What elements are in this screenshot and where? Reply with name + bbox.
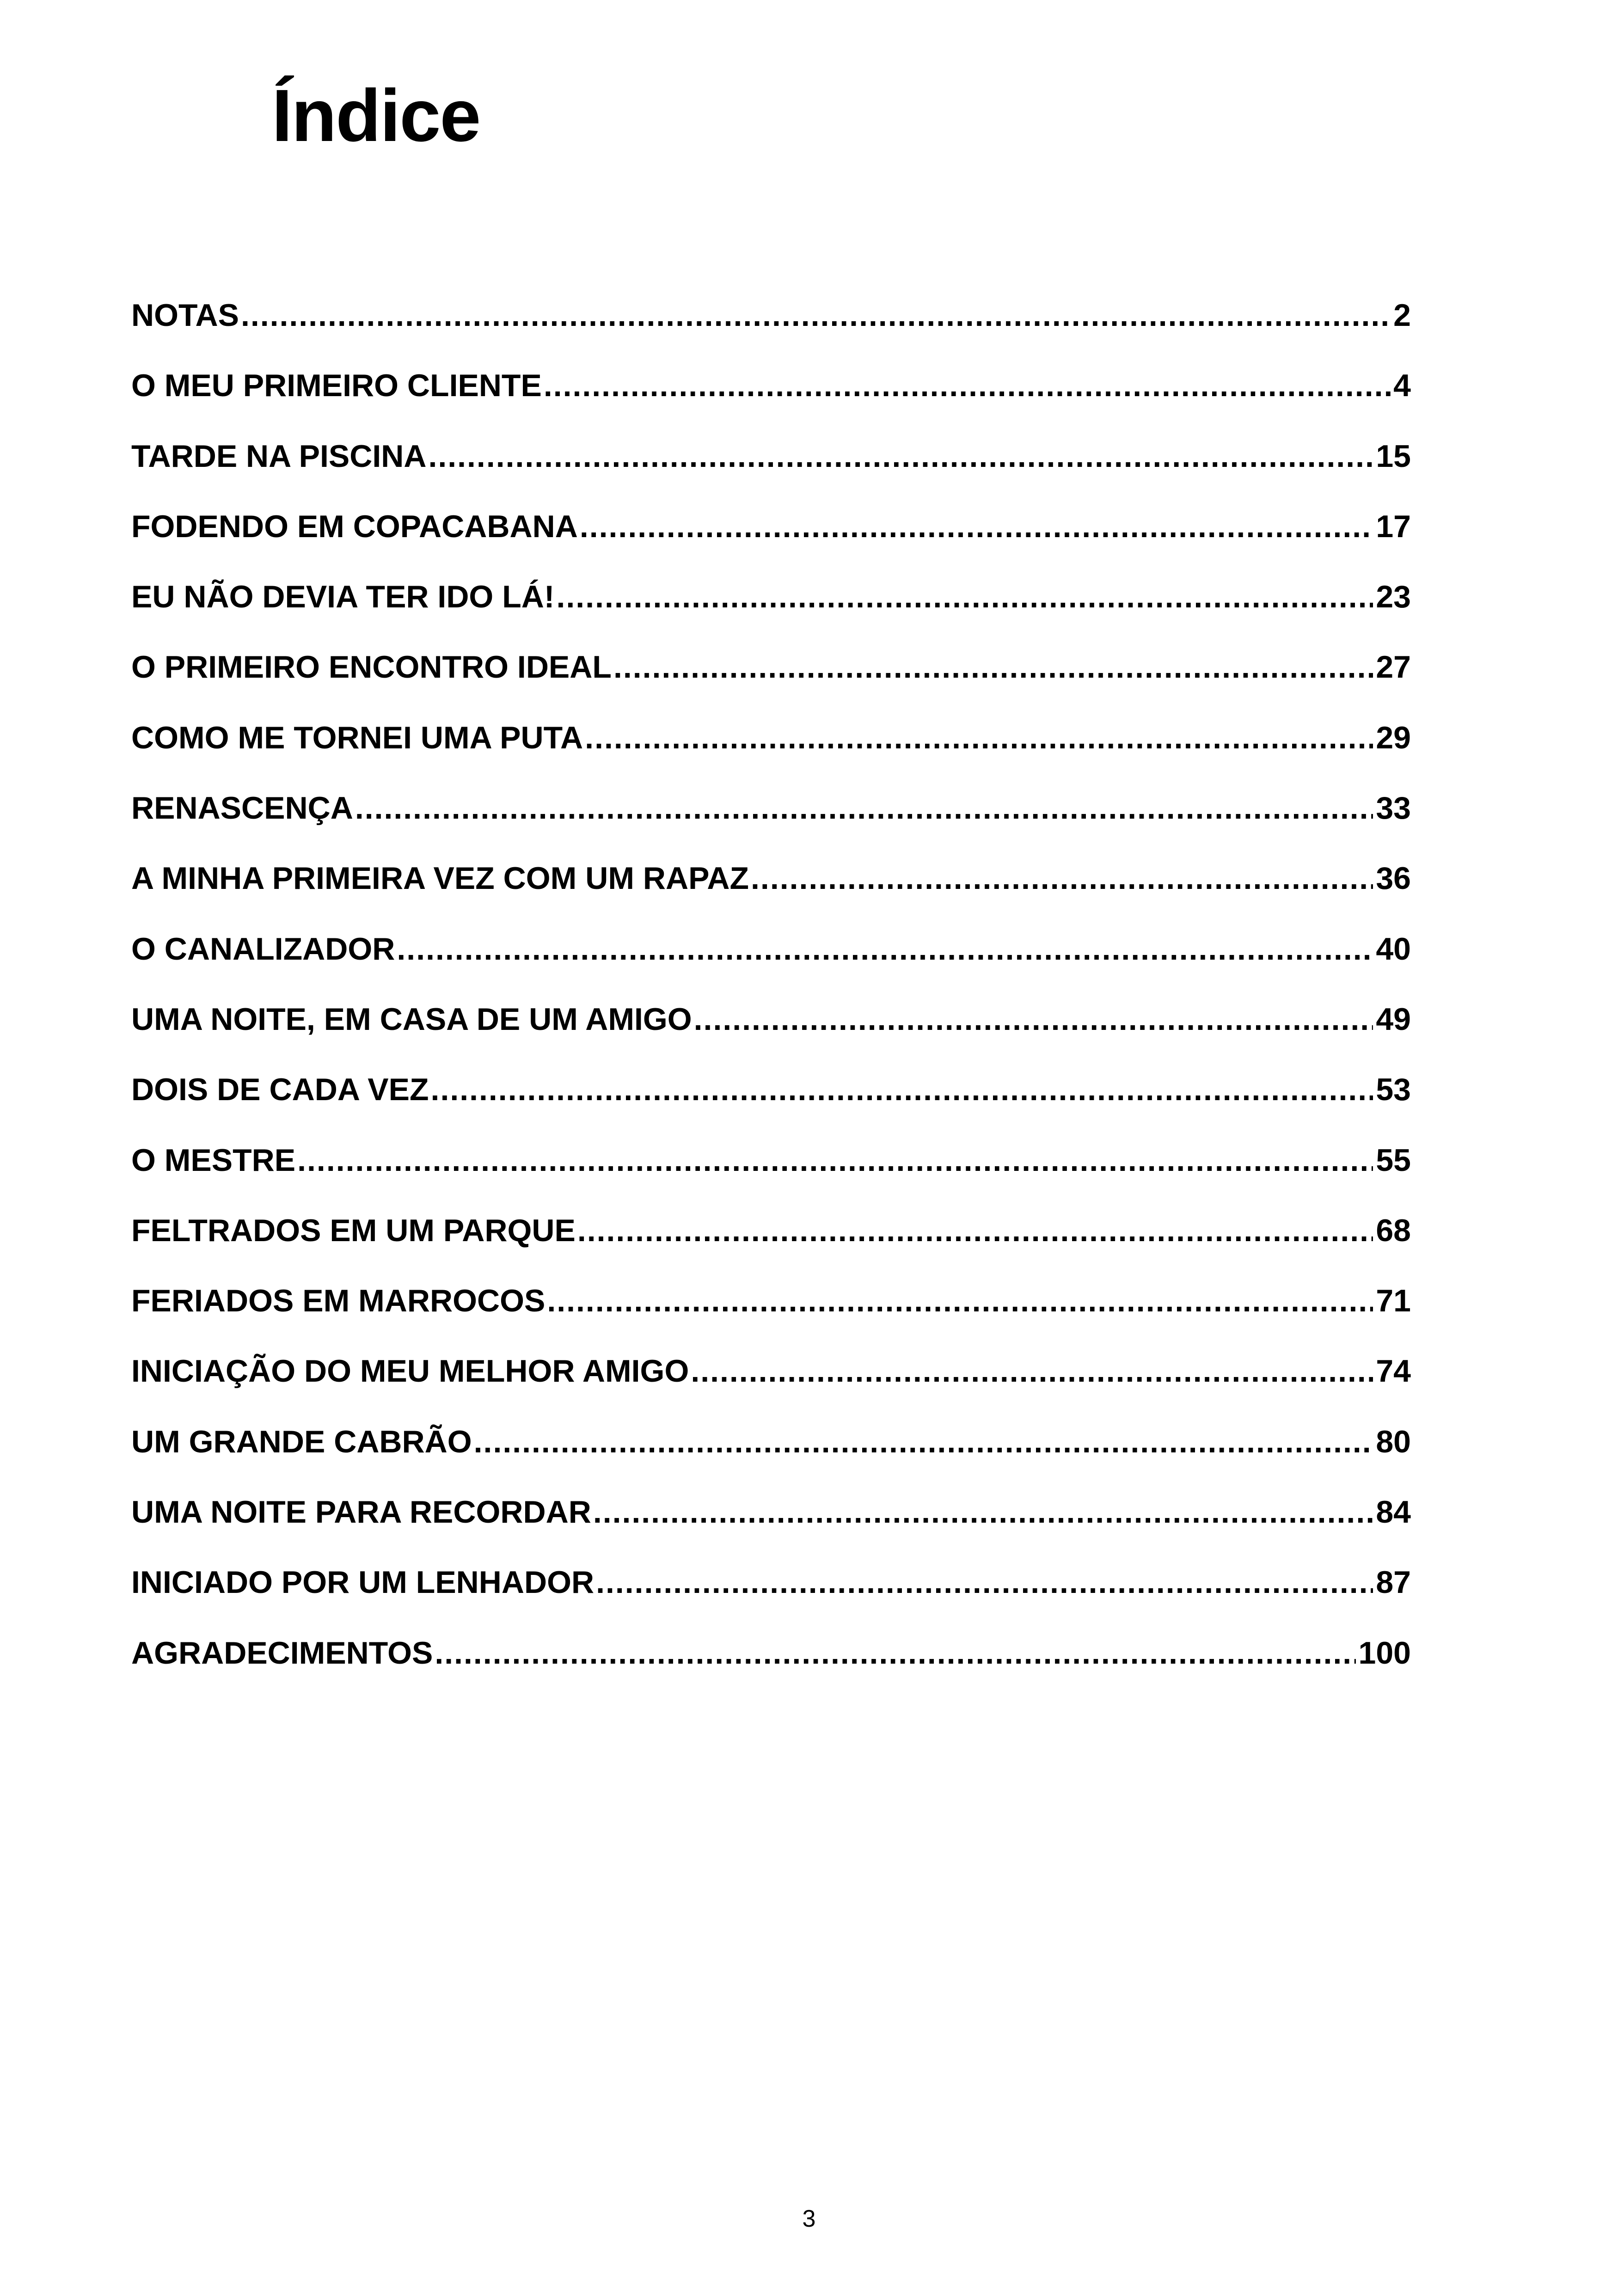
dot-leader [613, 651, 1373, 683]
toc-entry[interactable] [131, 438, 1411, 511]
dot-leader [355, 792, 1373, 824]
dot-leader [241, 300, 1391, 331]
dot-leader [580, 511, 1373, 542]
dot-leader [694, 1004, 1373, 1035]
dot-leader [397, 933, 1373, 965]
toc-entry[interactable] [131, 933, 1411, 1004]
toc-entry-page: 36 [1376, 861, 1411, 896]
toc-entry-page: 49 [1376, 1001, 1411, 1037]
page-title: Índice [272, 74, 480, 157]
toc-entry-title: FERIADOS EM MARROCOS [131, 1283, 545, 1319]
toc-entry-title: FELTRADOS EM UM PARQUE [131, 1212, 576, 1248]
toc-entry-page: 100 [1358, 1635, 1411, 1671]
table-of-contents [131, 300, 1411, 1708]
dot-leader [593, 1496, 1373, 1528]
toc-entry-title: INICIADO POR UM LENHADOR [131, 1565, 594, 1600]
toc-entry[interactable] [131, 863, 1411, 933]
toc-entry[interactable] [131, 1426, 1411, 1496]
toc-entry-title: O MEU PRIMEIRO CLIENTE [131, 368, 542, 404]
dot-leader [474, 1426, 1373, 1457]
toc-entry-page: 33 [1376, 790, 1411, 826]
toc-entry-title: COMO ME TORNEI UMA PUTA [131, 720, 583, 755]
toc-entry[interactable] [131, 1637, 1411, 1708]
toc-entry-title: A MINHA PRIMEIRA VEZ COM UM RAPAZ [131, 861, 749, 896]
dot-leader [431, 1074, 1373, 1105]
toc-entry-title: O CANALIZADOR [131, 931, 395, 967]
toc-entry[interactable] [131, 1142, 1411, 1215]
toc-entry[interactable] [131, 1355, 1411, 1426]
toc-entry[interactable] [131, 722, 1411, 792]
dot-leader [557, 581, 1373, 612]
toc-entry-page: 15 [1376, 438, 1411, 474]
toc-entry[interactable] [131, 1567, 1411, 1637]
dot-leader [547, 1285, 1373, 1316]
dot-leader [297, 1145, 1373, 1176]
toc-entry-title: FODENDO EM COPACABANA [131, 508, 578, 544]
dot-leader [596, 1567, 1373, 1598]
toc-entry-page: 74 [1376, 1353, 1411, 1389]
toc-entry-title: UM GRANDE CABRÃO [131, 1424, 472, 1459]
dot-leader [691, 1355, 1373, 1387]
toc-entry-title: O PRIMEIRO ENCONTRO IDEAL [131, 649, 612, 685]
toc-entry[interactable] [131, 581, 1411, 651]
toc-entry-page: 4 [1393, 368, 1411, 404]
dot-leader [428, 441, 1373, 472]
toc-entry[interactable] [131, 1285, 1411, 1355]
toc-entry[interactable] [131, 300, 1411, 370]
dot-leader [435, 1637, 1355, 1669]
toc-entry[interactable] [131, 651, 1411, 722]
toc-entry-title: EU NÃO DEVIA TER IDO LÁ! [131, 579, 555, 615]
toc-entry-page: 2 [1393, 298, 1411, 333]
toc-entry-page: 53 [1376, 1072, 1411, 1108]
toc-entry[interactable] [131, 1496, 1411, 1567]
toc-entry-title: NOTAS [131, 298, 239, 333]
toc-entry-page: 29 [1376, 720, 1411, 755]
toc-entry-title: UMA NOITE, EM CASA DE UM AMIGO [131, 1001, 692, 1037]
toc-entry[interactable] [131, 792, 1411, 863]
toc-entry-page: 17 [1376, 508, 1411, 544]
toc-entry-title: DOIS DE CADA VEZ [131, 1072, 429, 1108]
toc-entry[interactable] [131, 1212, 1411, 1285]
toc-entry[interactable] [131, 508, 1411, 581]
toc-entry-title: O MESTRE [131, 1142, 296, 1178]
toc-entry-page: 40 [1376, 931, 1411, 967]
dot-leader [544, 370, 1391, 401]
dot-leader [751, 863, 1373, 894]
toc-entry-page: 27 [1376, 649, 1411, 685]
toc-entry-page: 84 [1376, 1494, 1411, 1530]
toc-entry-title: UMA NOITE PARA RECORDAR [131, 1494, 591, 1530]
toc-entry[interactable] [131, 1001, 1411, 1074]
toc-entry-page: 71 [1376, 1283, 1411, 1319]
toc-entry-title: INICIAÇÃO DO MEU MELHOR AMIGO [131, 1353, 689, 1389]
toc-entry-page: 23 [1376, 579, 1411, 615]
toc-entry-title: AGRADECIMENTOS [131, 1635, 433, 1671]
toc-entry[interactable] [131, 370, 1411, 440]
toc-entry-page: 87 [1376, 1565, 1411, 1600]
toc-entry-page: 55 [1376, 1142, 1411, 1178]
toc-entry[interactable] [131, 1074, 1411, 1144]
dot-leader [577, 1215, 1373, 1246]
toc-entry-page: 80 [1376, 1424, 1411, 1459]
dot-leader [585, 722, 1373, 753]
toc-entry-title: RENASCENÇA [131, 790, 353, 826]
toc-entry-title: TARDE NA PISCINA [131, 438, 427, 474]
page-number: 3 [802, 2205, 816, 2232]
toc-entry-page: 68 [1376, 1212, 1411, 1248]
